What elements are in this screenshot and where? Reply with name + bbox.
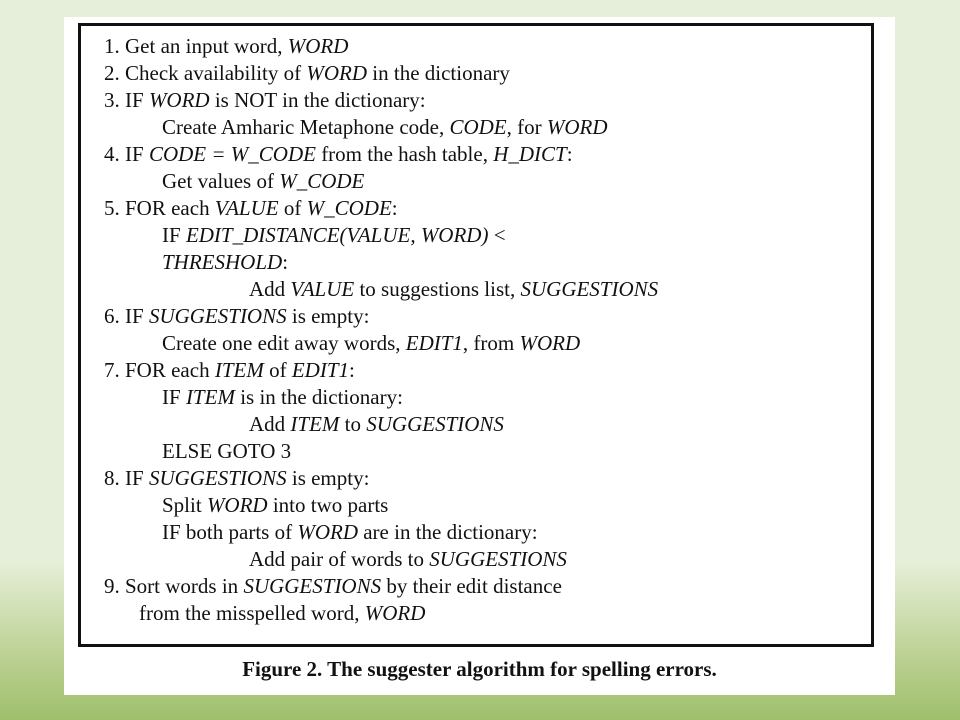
italic-term: WORD: [364, 601, 426, 625]
line-19: [162, 519, 538, 546]
line-21: [104, 573, 562, 600]
line-2: [104, 60, 510, 87]
line-15: [249, 411, 504, 438]
italic-term: VALUE: [214, 196, 279, 220]
italic-term: WORD: [519, 331, 581, 355]
italic-term: SUGGESTIONS: [148, 304, 287, 328]
italic-term: W_CODE: [279, 169, 365, 193]
text-segment: by their edit distance: [381, 574, 562, 598]
text-segment: Split: [162, 493, 207, 517]
text-segment: , for: [506, 115, 547, 139]
text-segment: Create one edit away words,: [162, 331, 406, 355]
text-segment: 5. FOR each: [104, 196, 215, 220]
italic-term: WORD: [546, 115, 608, 139]
text-segment: 4. IF: [104, 142, 149, 166]
text-segment: 2. Check availability of: [104, 61, 307, 85]
italic-term: WORD: [206, 493, 268, 517]
text-segment: :: [282, 250, 289, 274]
italic-term: EDIT_DISTANCE(VALUE, WORD): [185, 223, 489, 247]
text-segment: to: [339, 412, 367, 436]
line-12: [162, 330, 580, 357]
text-segment: into two parts: [267, 493, 389, 517]
text-segment: from the misspelled word,: [139, 601, 365, 625]
line-5: [104, 141, 573, 168]
text-segment: <: [488, 223, 506, 247]
text-segment: 7. FOR each: [104, 358, 215, 382]
italic-term: EDIT1: [405, 331, 463, 355]
line-13: [104, 357, 355, 384]
italic-term: ITEM: [214, 358, 264, 382]
text-segment: :: [349, 358, 355, 382]
italic-term: SUGGESTIONS: [148, 466, 287, 490]
text-segment: IF both parts of: [162, 520, 298, 544]
text-segment: of: [263, 358, 292, 382]
text-segment: of: [278, 196, 307, 220]
line-22: [139, 600, 425, 627]
italic-term: ITEM: [185, 385, 235, 409]
text-segment: IF: [162, 385, 186, 409]
line-17: [104, 465, 369, 492]
text-segment: 8. IF: [104, 466, 149, 490]
text-segment: is in the dictionary:: [234, 385, 403, 409]
text-segment: is empty:: [286, 304, 370, 328]
text-segment: are in the dictionary:: [357, 520, 538, 544]
text-segment: 6. IF: [104, 304, 149, 328]
line-1: [104, 33, 348, 60]
text-segment: IF: [162, 223, 186, 247]
italic-term: EDIT1: [291, 358, 349, 382]
line-18: [162, 492, 388, 519]
text-segment: Get values of: [162, 169, 280, 193]
italic-term: CODE = W_CODE: [148, 142, 316, 166]
text-segment: is NOT in the dictionary:: [209, 88, 426, 112]
line-6: [162, 168, 364, 195]
italic-term: SUGGESTIONS: [429, 547, 567, 571]
italic-term: WORD: [148, 88, 210, 112]
text-segment: 3. IF: [104, 88, 149, 112]
text-segment: is empty:: [286, 466, 370, 490]
line-14: [162, 384, 403, 411]
line-7: [104, 195, 398, 222]
italic-term: CODE: [449, 115, 507, 139]
text-segment: Add: [249, 277, 291, 301]
figure-caption: Figure 2. The suggester algorithm for spelling errors.: [242, 657, 717, 681]
italic-term: SUGGESTIONS: [243, 574, 382, 598]
text-segment: Add: [249, 412, 291, 436]
italic-term: W_CODE: [306, 196, 392, 220]
line-20: [249, 546, 567, 573]
text-segment: in the dictionary: [367, 61, 510, 85]
text-segment: :: [391, 196, 398, 220]
text-segment: Create Amharic Metaphone code,: [162, 115, 450, 139]
italic-term: SUGGESTIONS: [366, 412, 504, 436]
line-4: [162, 114, 608, 141]
italic-term: THRESHOLD: [162, 250, 283, 274]
line-10: [249, 276, 658, 303]
text-segment: , from: [462, 331, 520, 355]
italic-term: ITEM: [290, 412, 340, 436]
italic-term: WORD: [297, 520, 358, 544]
text-segment: Add pair of words to: [249, 547, 430, 571]
text-segment: to suggestions list,: [354, 277, 521, 301]
text-segment: from the hash table,: [315, 142, 494, 166]
line-8: [162, 222, 506, 249]
italic-term: WORD: [306, 61, 368, 85]
italic-term: WORD: [287, 34, 349, 58]
line-16: [162, 438, 291, 465]
text-segment: 1. Get an input word,: [104, 34, 288, 58]
text-segment: 9. Sort words in: [104, 574, 244, 598]
italic-term: SUGGESTIONS: [520, 277, 659, 301]
line-9: [162, 249, 288, 276]
italic-term: H_DICT: [493, 142, 567, 166]
italic-term: VALUE: [290, 277, 355, 301]
line-11: [104, 303, 369, 330]
text-segment: :: [566, 142, 573, 166]
line-3: [104, 87, 426, 114]
text-segment: ELSE GOTO 3: [162, 439, 292, 463]
